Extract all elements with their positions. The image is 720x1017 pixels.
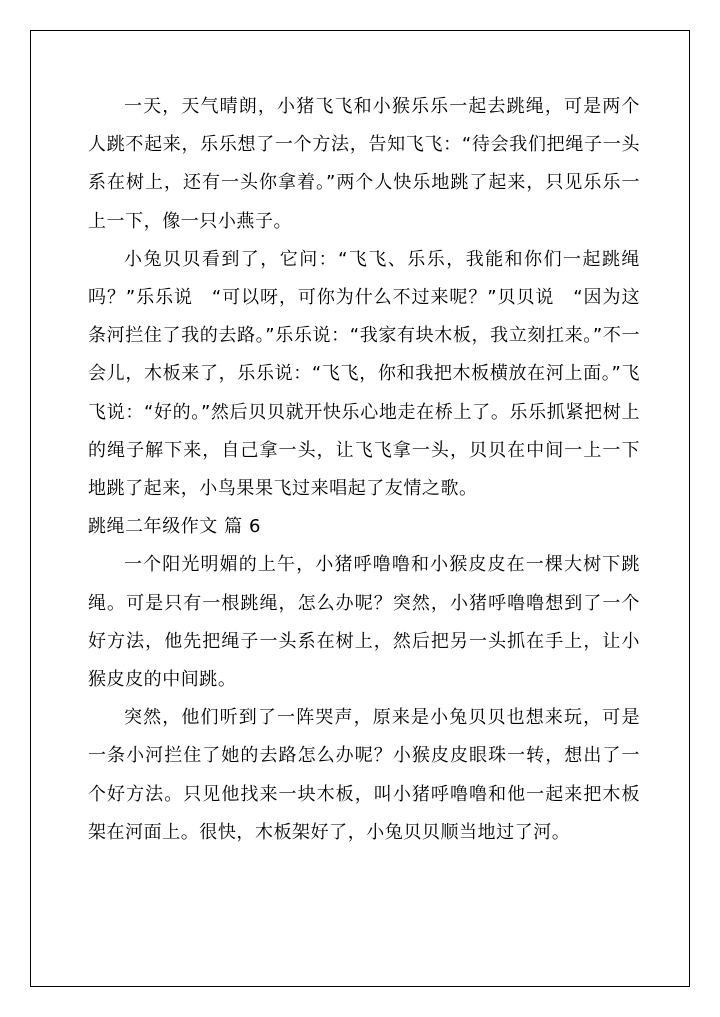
paragraph-3: 一个阳光明媚的上午，小猪呼噜噜和小猴皮皮在一棵大树下跳绳。可是只有一根跳绳，怎么办呢？突然，小猪呼噜噜想到了一个好方法，他先把绳子一头系在树上，然后把另一头抓在手上，让小猴皮皮的中间跳。 xyxy=(88,554,640,691)
paragraph-2: 小兔贝贝看到了，它问：“飞飞、乐乐，我能和你们一起跳绳吗？”乐乐说 “可以呀，可你为什么不过来呢？”贝贝说 “因为这条河拦住了我的去路。”乐乐说：“我家有块木板，我立刻扛来。”不一会儿，木板来了，乐乐说：“飞飞，你和我把木板横放在河上面。”飞飞说：“好的。”然后贝贝就开快乐心地走在桥上了。乐乐抓紧把树上的绳子解下来，自己拿一头，让飞飞拿一头，贝贝在中间一上一下地跳了起来，小鸟果果飞过来唱起了友情之歌。 xyxy=(88,248,640,500)
document-body xyxy=(88,88,640,852)
paragraph-4: 突然，他们听到了一阵哭声，原来是小兔贝贝也想来玩，可是一条小河拦住了她的去路怎么办呢？小猴皮皮眼珠一转，想出了一个好方法。只见他找来一块木板，叫小猪呼噜噜和他一起来把木板架在河面上。很快，木板架好了，小兔贝贝顺当地过了河。 xyxy=(88,707,640,843)
section-heading: 跳绳二年级作文 篇 6 xyxy=(88,516,261,538)
paragraph-1: 一天，天气晴朗，小猪飞飞和小猴乐乐一起去跳绳，可是两个人跳不起来，乐乐想了一个方法，告知飞飞：“待会我们把绳子一头系在树上，还有一头你拿着。”两个人快乐地跳了起来，只见乐乐一上一下，像一只小燕子。 xyxy=(88,96,640,232)
